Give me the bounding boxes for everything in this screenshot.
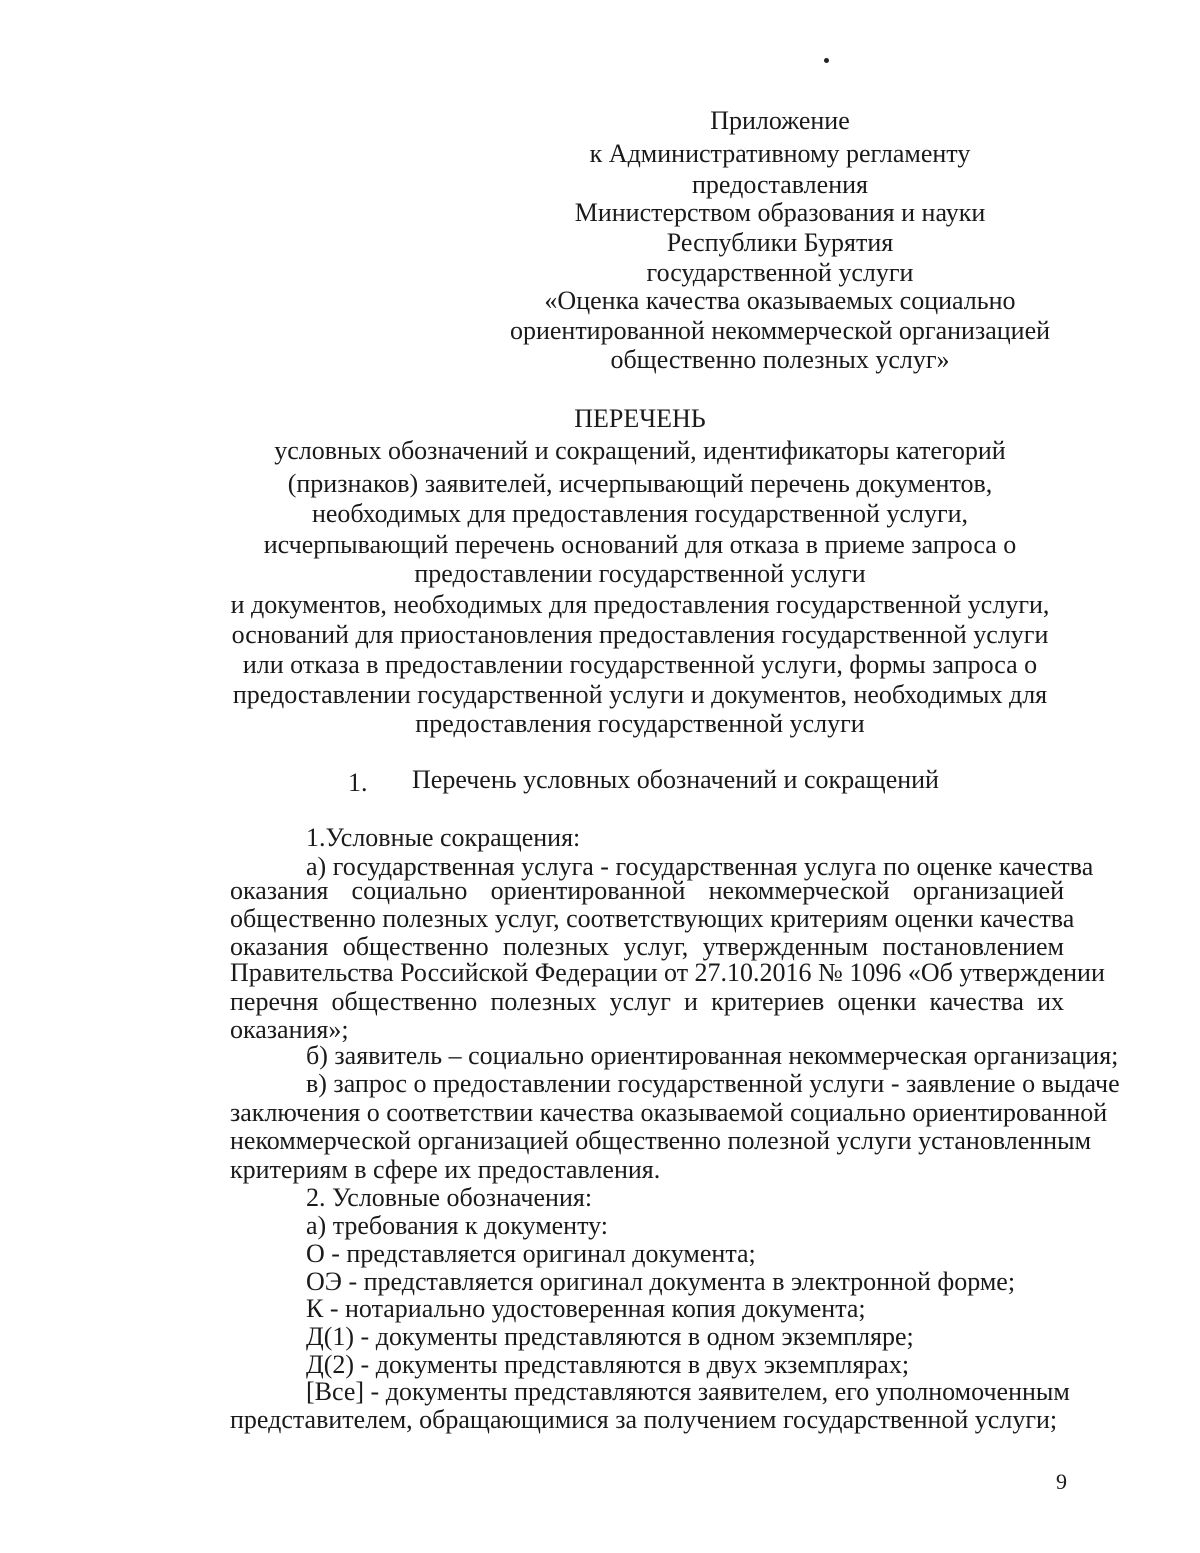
body-line: общественно полезных услуг, соответствующих критериям оценки качества xyxy=(230,904,1075,933)
title-line: условных обозначений и сокращений, идентификаторы категорий xyxy=(274,436,1006,465)
appendix-line: к Административному регламенту xyxy=(589,139,971,168)
body-line: [Все] - документы представляются заявителем, его уполномоченным xyxy=(306,1377,1070,1406)
body-line: оказания общественно полезных услуг, утвержденным постановлением xyxy=(230,932,1064,961)
scan-speck xyxy=(824,58,829,63)
appendix-line: Республики Бурятия xyxy=(666,228,894,257)
body-line: представителем, обращающимися за получением государственной услуги; xyxy=(230,1405,1058,1434)
title-line: (признаков) заявителей, исчерпывающий перечень документов, xyxy=(287,469,993,498)
title-line: исчерпывающий перечень оснований для отказа в приеме запроса о xyxy=(263,530,1017,559)
appendix-line: Министерством образования и науки xyxy=(574,198,986,227)
title-line: предоставлении государственной услуги xyxy=(414,559,866,588)
body-line: б) заявитель – социально ориентированная некоммерческая организация; xyxy=(306,1041,1119,1070)
title-line: предоставления государственной услуги xyxy=(415,709,865,738)
body-line: оказания социально ориентированной некоммерческой организацией xyxy=(230,876,1064,905)
title-line: или отказа в предоставлении государственной услуги, формы запроса о xyxy=(242,650,1038,679)
body-line: Д(2) - документы представляются в двух экземплярах; xyxy=(306,1350,910,1379)
document-heading: ПЕРЕЧЕНЬ xyxy=(574,404,706,433)
body-line: заключения о соответствии качества оказываемой социально ориентированной xyxy=(230,1098,1108,1127)
page-number: 9 xyxy=(1056,1469,1067,1494)
title-line: предоставлении государственной услуги и документов, необходимых для xyxy=(232,680,1048,709)
body-line: Д(1) - документы представляются в одном экземпляре; xyxy=(306,1322,914,1351)
body-line: перечня общественно полезных услуг и критериев оценки качества их xyxy=(230,987,1064,1016)
title-line: оснований для приостановления предоставления государственной услуги xyxy=(231,620,1049,649)
appendix-line: «Оценка качества оказываемых социально xyxy=(544,286,1016,315)
body-line: а) требования к документу: xyxy=(306,1211,608,1240)
body-line: оказания»; xyxy=(230,1015,349,1044)
body-line: а) государственная услуга - государственная услуга по оценке качества xyxy=(306,852,1094,881)
body-line: К - нотариально удостоверенная копия документа; xyxy=(306,1294,866,1323)
body-line: Правительства Российской Федерации от 27.10.2016 № 1096 «Об утверждении xyxy=(230,958,1105,987)
body-line: 1.Условные сокращения: xyxy=(306,823,581,852)
section-title: Перечень условных обозначений и сокращений xyxy=(412,765,939,794)
title-line: необходимых для предоставления государственной услуги, xyxy=(311,499,969,528)
body-line: критериям в сфере их предоставления. xyxy=(230,1155,661,1184)
title-line: и документов, необходимых для предоставления государственной услуги, xyxy=(230,590,1050,619)
body-line: О - представляется оригинал документа; xyxy=(306,1239,756,1268)
appendix-line: Приложение xyxy=(710,106,850,135)
body-line: 2. Условные обозначения: xyxy=(306,1183,593,1212)
appendix-line: общественно полезных услуг» xyxy=(610,345,950,374)
appendix-line: государственной услуги xyxy=(646,258,914,287)
section-number: 1. xyxy=(348,768,368,797)
appendix-line: предоставления xyxy=(692,170,868,199)
body-line: в) запрос о предоставлении государственной услуги - заявление о выдаче xyxy=(306,1069,1120,1098)
body-line: некоммерческой организацией общественно полезной услуги установленным xyxy=(230,1126,1092,1155)
appendix-line: ориентированной некоммерческой организацией xyxy=(509,316,1051,345)
body-line: ОЭ - представляется оригинал документа в электронной форме; xyxy=(306,1267,1016,1296)
